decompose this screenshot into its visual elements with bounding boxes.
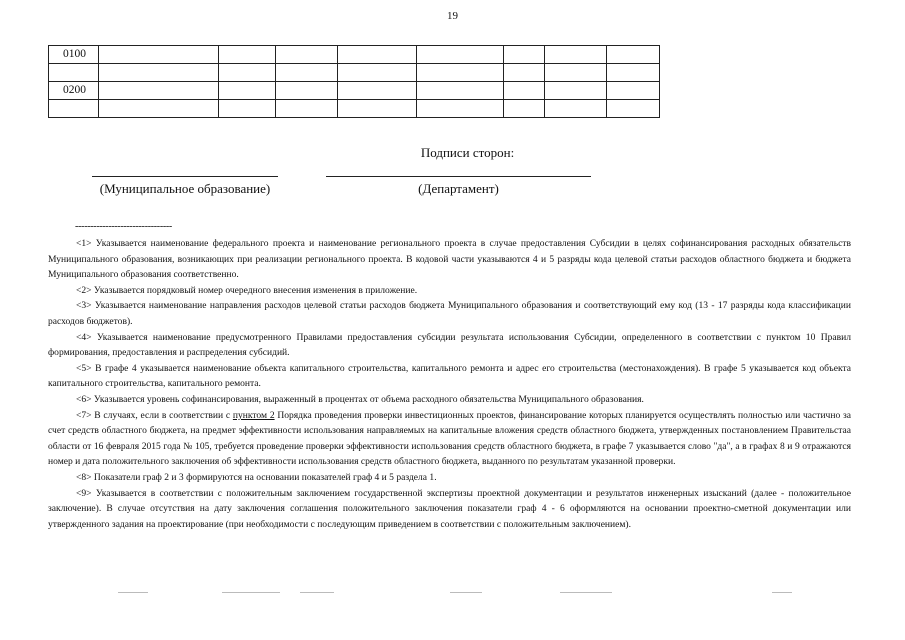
- table-cell: [504, 82, 545, 100]
- footnote: [48, 408, 851, 470]
- table-cell: [545, 46, 607, 64]
- row-code-cell: [49, 64, 99, 82]
- page-number: 19: [447, 10, 458, 22]
- footnote: <9> Указывается в соответствии с положительным заключением государственной экспертизы проектной документации и результатов инженерных изысканий (далее - положительное заключение). В случае отсутствия на дату заключения соглашения положительного заключения показатели граф 4 - 6 оформляются на основании проектно-сметной документации или утвержденного задания на проектирование (при необходимости с последующим приведением в соответствии с положительным заключением).: [48, 487, 851, 530]
- table-cell: [276, 100, 338, 118]
- footnote-text: Порядка проведения проверки инвестиционных проектов, финансирование которых планируется осуществлять полностью или частично за счет средств областного бюджета, на предмет эффективности использования направляемых на капитальные вложения средств областного бюджета, утвержденных постановлением Правительстаа области от 16 февраля 2015 года № 105, требуется проведение проверки эффективности использования средств областного бюджета, в графе 7 указывается слово "да", а в графах 8 и 9 отражаются номер и дата положительного заключения об эффективности использования средств областного бюджета, выданного по результатам указанной проверки.: [48, 409, 852, 468]
- table-cell: [276, 46, 338, 64]
- data-table: [48, 45, 660, 118]
- scan-artifact: [118, 592, 148, 593]
- table-cell: [504, 64, 545, 82]
- table-cell: [99, 100, 219, 118]
- table-cell: [276, 82, 338, 100]
- scan-artifact: [560, 592, 612, 593]
- scan-artifact: [300, 592, 334, 593]
- table-cell: [99, 46, 219, 64]
- table-cell: [504, 46, 545, 64]
- footnote: <5> В графе 4 указывается наименование объекта капитального строительства, капитального ремонта и адрес его строительства (местонахождения). В графе 5 указывается код объекта капитального строительства, капитального ремонта.: [48, 362, 851, 390]
- table-cell: [219, 64, 276, 82]
- table-cell: [338, 82, 417, 100]
- footnote-text: <7> В случаях, если в соответствии с: [76, 409, 233, 421]
- legal-reference-link[interactable]: пунктом 2: [232, 409, 275, 421]
- footnote: <8> Показатели граф 2 и 3 формируются на основании показателей граф 4 и 5 раздела 1.: [76, 471, 437, 483]
- table-cell: [607, 82, 660, 100]
- table-cell: [545, 64, 607, 82]
- row-code-cell: [49, 100, 99, 118]
- footnote-separator: --------------------------------: [75, 221, 172, 232]
- table-cell: [219, 46, 276, 64]
- right-signature-caption: (Департамент): [418, 181, 499, 196]
- table-row: [49, 100, 660, 118]
- table-row: [49, 46, 660, 64]
- footnote: <1> Указывается наименование федерального проекта и наименование регионального проекта в случае предоставления Субсидии в целях софинансирования расходных обязательств Муниципального образования, возникающих при реализации регионального проекта. В кодовой части указываются 4 и 5 разряды кода целевой статьи расходов областного бюджета и бюджета Муниципального образования соответственно.: [48, 238, 851, 281]
- right-signature-line: [326, 176, 591, 177]
- table-cell: [545, 100, 607, 118]
- table-cell: [417, 82, 504, 100]
- signatures-title: Подписи сторон:: [420, 145, 515, 160]
- footnote: <4> Указывается наименование предусмотренного Правилами предоставления субсидии результата использования Субсидии, определенного в соответствии с пунктом 10 Правил формирования, предоставления и распределения субсидий.: [48, 331, 851, 359]
- table-cell: [338, 64, 417, 82]
- footnotes: [48, 236, 851, 532]
- table-cell: [276, 64, 338, 82]
- table-cell: [99, 64, 219, 82]
- footnote: <6> Указывается уровень софинансирования, выраженный в процентах от объема расходного обязательства Муниципального образования.: [76, 393, 644, 405]
- table-cell: [545, 82, 607, 100]
- table-cell: [607, 100, 660, 118]
- table-cell: [219, 100, 276, 118]
- table-cell: [504, 100, 545, 118]
- scan-artifact: [450, 592, 482, 593]
- scan-artifact: [222, 592, 280, 593]
- table-row: [49, 82, 660, 100]
- row-code-cell: 0200: [49, 82, 99, 100]
- table-cell: [219, 82, 276, 100]
- footnote: <2> Указывается порядковый номер очередного внесения изменения в приложение.: [76, 284, 418, 296]
- table-cell: [607, 64, 660, 82]
- table-row: [49, 64, 660, 82]
- table-cell: [338, 100, 417, 118]
- table-cell: [417, 64, 504, 82]
- row-code-cell: 0100: [49, 46, 99, 64]
- left-signature-caption: (Муниципальное образование): [99, 181, 271, 196]
- scan-artifact: [772, 592, 792, 593]
- table-cell: [417, 100, 504, 118]
- table-cell: [99, 82, 219, 100]
- table-cell: [607, 46, 660, 64]
- table-cell: [417, 46, 504, 64]
- table-cell: [338, 46, 417, 64]
- left-signature-line: [92, 176, 278, 177]
- footnote: <3> Указывается наименование направления расходов целевой статьи расходов бюджета Муниципального образования и соответствующий ему код (13 - 17 разряды кода классификации расходов бюджетов).: [48, 300, 851, 327]
